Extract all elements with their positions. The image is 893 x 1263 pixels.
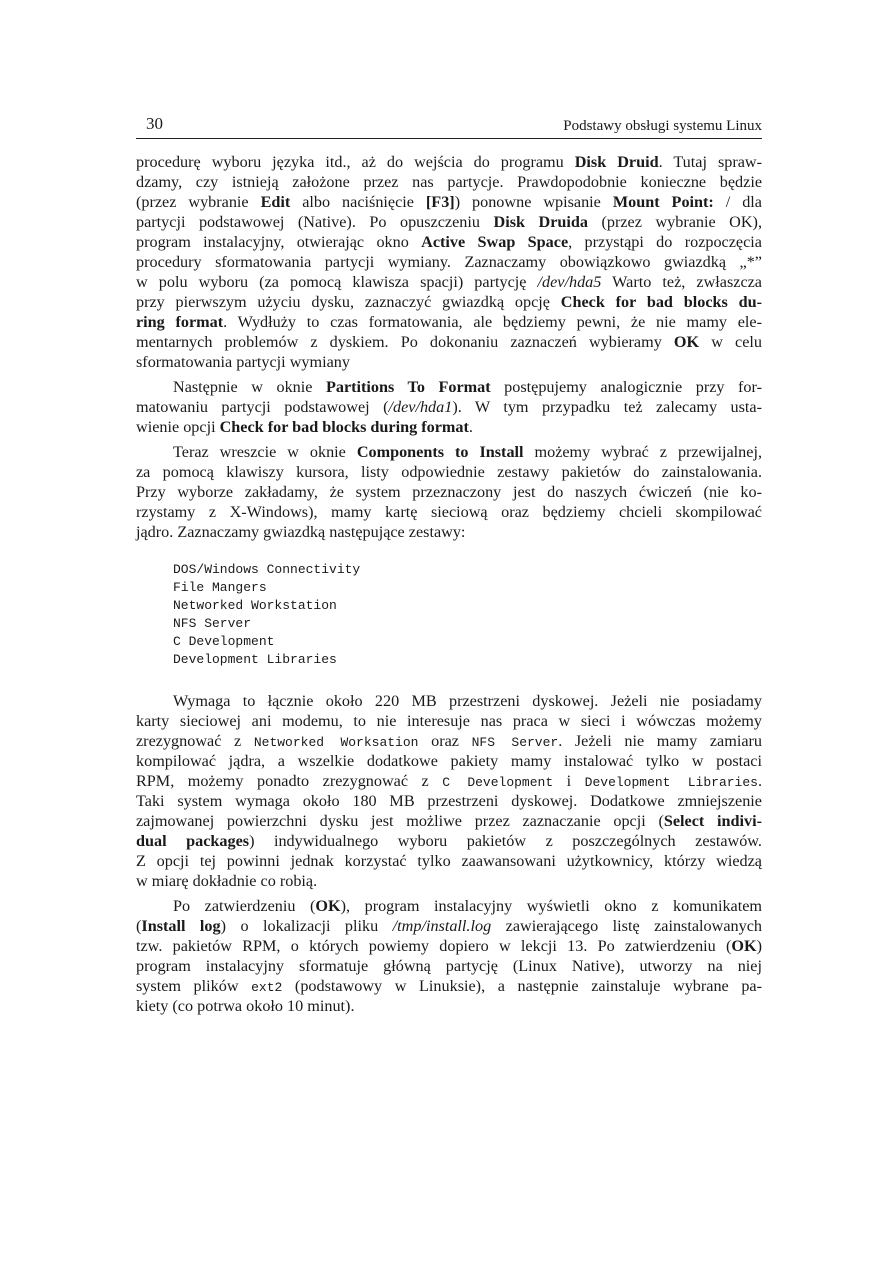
text-line: [136, 462, 762, 482]
text-line: [136, 711, 762, 731]
bold-term: dual packages: [136, 832, 250, 850]
package-list-item: C Development: [173, 634, 275, 649]
text-line: [136, 442, 762, 462]
text-run: ). W tym przypadku też zalecamy usta-: [452, 398, 762, 416]
text-line: [136, 791, 762, 811]
text-run: Przy wyborze zakładamy, że system przeznaczony jest do naszych ćwiczeń (nie ko-: [136, 483, 762, 501]
text-run: procedury sformatowania partycji wymiany. Zaznaczamy obowiązkowo gwiazdką „*”: [136, 253, 762, 271]
path-italic: /dev/hda5: [537, 273, 602, 291]
text-run: zrezygnować z: [136, 732, 254, 750]
text-run: (przez wybranie OK),: [587, 213, 762, 231]
text-run: .: [468, 418, 473, 436]
text-run: w polu wyboru (za pomocą klawisza spacji) partycję: [136, 273, 538, 291]
text-run: Wymaga to łącznie około 220 MB przestrzeni dyskowej. Jeżeli nie posiadamy: [173, 692, 762, 710]
text-run: . Wydłuży to czas formatowania, ale będziemy pewni, że nie mamy ele-: [223, 313, 762, 331]
text-run: procedurę wyboru języka itd., aż do wejścia do programu: [136, 153, 575, 171]
bold-term: OK: [731, 937, 757, 955]
text-run: partycji podstawowej (Native). Po opuszczeniu: [136, 213, 494, 231]
text-run: Po zatwierdzeniu (: [173, 897, 316, 915]
text-run: kiety (co potrwa około 10 minut).: [136, 997, 355, 1015]
text-line: [136, 956, 762, 976]
bold-term: Check for bad blocks during format: [219, 418, 469, 436]
text-run: system plików: [136, 977, 252, 995]
code-term: NFS Server: [471, 735, 559, 750]
text-run: program instalacyjny, otwierając okno: [136, 233, 422, 251]
text-line: [136, 172, 762, 192]
text-run: za pomocą klawiszy kursora, listy odpowiednie zestawy pakietów do zainstalowania.: [136, 463, 762, 481]
text-run: zajmowanej powierzchni dysku jest możliwe przez zaznaczanie opcji (: [136, 812, 664, 830]
package-list: [173, 561, 762, 669]
bold-term: Components to Install: [356, 443, 524, 461]
bold-term: ring format: [136, 313, 224, 331]
text-run: dzamy, czy istnieją założone przez nas partycje. Prawdopodobnie konieczne będzie: [136, 173, 762, 191]
code-term: ext2: [251, 980, 283, 995]
text-run: albo naciśnięcie: [290, 193, 426, 211]
text-run: oraz: [418, 732, 472, 750]
bold-term: OK: [673, 333, 700, 351]
text-line: [136, 522, 762, 542]
text-run: (podstawowy w Linuksie), a następnie zainstaluje wybrane pa-: [282, 977, 762, 995]
bold-term: Disk Druid: [574, 153, 659, 171]
bold-term: OK: [315, 897, 341, 915]
text-line: [136, 691, 762, 711]
text-run: . Jeżeli nie mamy zamiaru: [558, 732, 763, 750]
text-line: [136, 936, 762, 956]
text-run: mentarnych problemów z dyskiem. Po dokonaniu zaznaczeń wybieramy: [136, 333, 674, 351]
text-line: [136, 851, 762, 871]
paragraph: [136, 896, 762, 1016]
package-list-item: Networked Workstation: [173, 598, 337, 613]
bold-term: Select indivi-: [663, 812, 762, 830]
code-term: C Development: [442, 775, 554, 790]
text-line: [136, 417, 762, 437]
text-run: tzw. pakietów RPM, o których powiemy dopiero w lekcji 13. Po zatwierdzeniu (: [136, 937, 732, 955]
text-line: [136, 252, 762, 272]
text-run: ) ponowne wpisanie: [454, 193, 613, 211]
package-list-item: File Mangers: [173, 580, 267, 595]
text-line: [136, 896, 762, 916]
text-run: i: [553, 772, 585, 790]
text-run: program instalacyjny sformatuje główną partycję (Linux Native), utworzy na niej: [136, 957, 762, 975]
text-line: [136, 916, 762, 936]
text-run: matowaniu partycji podstawowej (: [136, 398, 389, 416]
text-run: RPM, możemy ponadto zrezygnować z: [136, 772, 443, 790]
text-line: [136, 377, 762, 397]
package-list-item: Development Libraries: [173, 652, 337, 667]
package-list-item: DOS/Windows Connectivity: [173, 562, 361, 577]
text-run: Warto też, zwłaszcza: [601, 273, 762, 291]
text-run: ): [756, 937, 762, 955]
text-run: , przystąpi do rozpoczęcia: [568, 233, 762, 251]
text-line: [136, 212, 762, 232]
text-line: [136, 771, 762, 791]
text-run: kompilować jądra, a wszelkie dodatkowe pakiety mamy instalować tylko w postaci: [136, 752, 762, 770]
bold-term: Active Swap Space: [421, 233, 569, 251]
bold-term: [F3]: [425, 193, 455, 211]
text-run: rzystamy z X-Windows), mamy kartę sieciową oraz będziemy chcieli skompilować: [136, 503, 762, 521]
text-line: [136, 751, 762, 771]
text-line: [136, 996, 762, 1016]
bold-term: Disk Druida: [493, 213, 588, 231]
text-run: ), program instalacyjny wyświetli okno z komunikatem: [340, 897, 762, 915]
text-line: [136, 292, 762, 312]
paragraph: [136, 691, 762, 891]
text-line: [136, 831, 762, 851]
text-run: Następnie w oknie: [173, 378, 326, 396]
text-line: [136, 332, 762, 352]
path-italic: /dev/hda1: [388, 398, 453, 416]
text-run: sformatowania partycji wymiany: [136, 353, 350, 371]
text-run: .: [757, 772, 763, 790]
text-run: możemy wybrać z przewijalnej,: [523, 443, 762, 461]
running-header: [136, 112, 762, 139]
text-run: (przez wybranie: [136, 193, 261, 211]
text-run: postępujemy analogicznie przy for-: [490, 378, 762, 396]
bold-term: Partitions To Format: [325, 378, 491, 396]
text-line: [136, 152, 762, 172]
text-run: (: [136, 917, 142, 935]
bold-term: Check for bad blocks du-: [560, 293, 762, 311]
text-run: przy pierwszym użyciu dysku, zaznaczyć gwiazdką opcję: [136, 293, 561, 311]
paragraph: [136, 377, 762, 437]
text-line: [136, 871, 762, 891]
path-italic: /tmp/install.log: [392, 917, 492, 935]
bold-term: Edit: [260, 193, 291, 211]
text-run: w celu: [699, 333, 762, 351]
text-run: / dla: [713, 193, 762, 211]
bold-term: Mount Point:: [612, 193, 714, 211]
text-line: [136, 272, 762, 292]
text-run: jądro. Zaznaczamy gwiazdką następujące zestawy:: [136, 523, 466, 541]
text-line: [136, 811, 762, 831]
text-run: ) indywidualnego wyboru pakietów z poszczególnych zestawów.: [249, 832, 762, 850]
text-run: w miarę dokładnie co robią.: [136, 872, 318, 890]
text-run: Z opcji tej powinni jednak korzystać tylko zaawansowani użytkownicy, którzy wiedzą: [136, 852, 762, 870]
text-line: [136, 192, 762, 212]
text-line: [136, 482, 762, 502]
code-term: Networked Worksation: [253, 735, 419, 750]
text-line: [136, 232, 762, 252]
text-run: Taki system wymaga około 180 MB przestrzeni dyskowej. Dodatkowe zmniejszenie: [136, 792, 762, 810]
code-term: Development Libraries: [584, 775, 758, 790]
page-body: [136, 152, 762, 1016]
text-run: zawierającego listę zainstalowanych: [491, 917, 762, 935]
text-line: [136, 731, 762, 751]
text-run: . Tutaj spraw-: [658, 153, 762, 171]
package-list-item: NFS Server: [173, 616, 252, 631]
text-line: [136, 352, 762, 372]
text-block-2: [136, 691, 762, 1016]
text-line: [136, 312, 762, 332]
text-run: karty sieciowej ani modemu, to nie interesuje nas praca w sieci i wówczas możemy: [136, 712, 762, 730]
page-number: 30: [146, 114, 163, 133]
text-line: [136, 976, 762, 996]
paragraph: [136, 442, 762, 542]
running-title: Podstawy obsługi systemu Linux: [563, 118, 762, 134]
bold-term: Install log: [141, 917, 221, 935]
text-run: Teraz wreszcie w oknie: [173, 443, 357, 461]
paragraph: [136, 152, 762, 372]
text-block-1: [136, 152, 762, 542]
text-line: [136, 397, 762, 417]
text-line: [136, 502, 762, 522]
text-run: ) o lokalizacji pliku: [220, 917, 393, 935]
text-run: wienie opcji: [136, 418, 220, 436]
